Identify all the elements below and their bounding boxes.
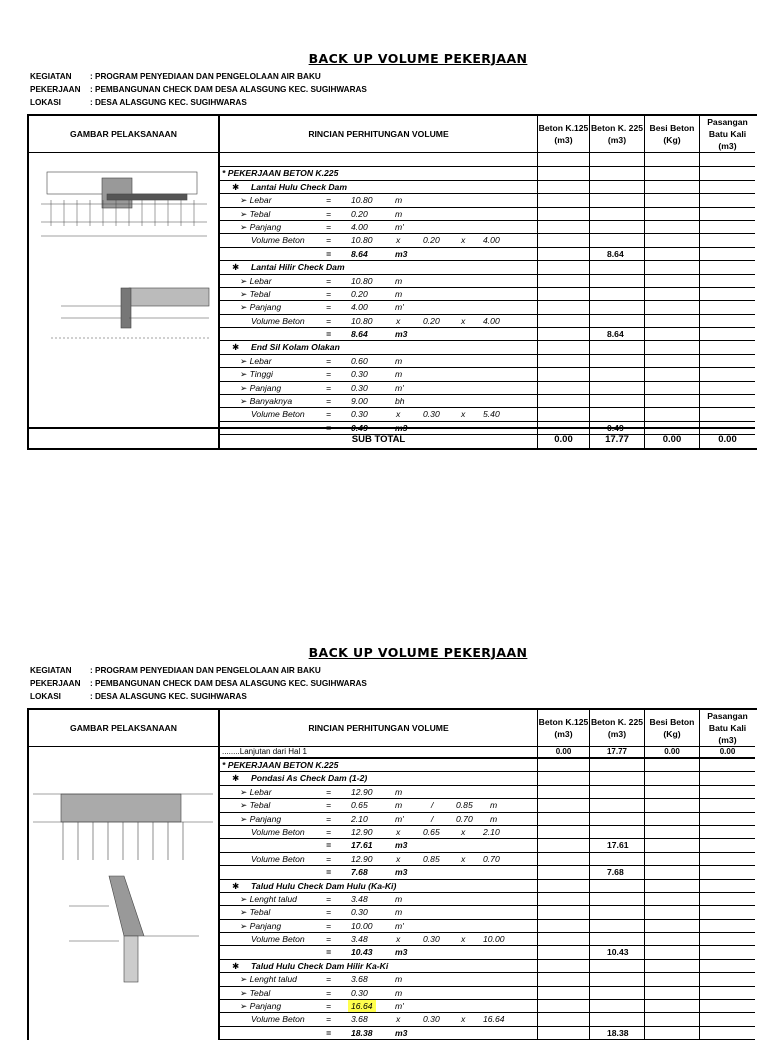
- section-title: * PEKERJAAN BETON K.225: [222, 168, 339, 179]
- table-row: [220, 880, 755, 893]
- equals-sign: =: [326, 1001, 332, 1012]
- subtotal-row: [29, 427, 755, 450]
- volume-factor-1: 12.90: [351, 853, 373, 864]
- table-row: [220, 167, 755, 180]
- equals-sign: =: [326, 302, 332, 313]
- item-unit: m': [395, 302, 404, 313]
- meta-key: PEKERJAAN: [30, 84, 81, 94]
- times-sign: x: [461, 235, 466, 246]
- item-unit: m: [395, 974, 403, 985]
- beton-k225-value: 10.43: [607, 947, 629, 958]
- table-row: [220, 799, 755, 812]
- meta-value: : PEMBANGUNAN CHECK DAM DESA ALASGUNG KEC. SUGIHWARAS: [90, 84, 367, 94]
- meta-block: [30, 71, 367, 109]
- item-label: ➢ Tebal: [240, 907, 271, 918]
- equals-sign: =: [326, 974, 332, 985]
- volume-factor-2: 0.30: [423, 1014, 440, 1025]
- table-row: [220, 408, 755, 421]
- volume-factor-1: 10.80: [351, 315, 373, 326]
- group-title: Talud Hulu Check Dam Hilir Ka-Ki: [251, 960, 389, 971]
- item-value: 10.80: [351, 195, 373, 206]
- group-title: Lantai Hulu Check Dam: [251, 181, 347, 192]
- volume-table-continued: [27, 708, 757, 1040]
- beton-k225-value: 8.64: [607, 329, 624, 340]
- item-unit: m: [395, 288, 403, 299]
- volume-unit: m3: [395, 867, 408, 878]
- volume-label: Volume Beton: [251, 934, 305, 945]
- foundation-drawing: [33, 774, 213, 864]
- item-unit-2: m: [490, 813, 498, 824]
- volume-unit: m3: [395, 248, 408, 259]
- volume-factor-3: 10.00: [483, 934, 505, 945]
- table-row: [220, 973, 755, 986]
- table-row: [220, 866, 755, 879]
- item-value: 16.64: [348, 1000, 376, 1012]
- equals-sign: =: [326, 275, 332, 286]
- page-title: BACK UP VOLUME PEKERJAAN: [308, 51, 528, 66]
- item-value: 4.00: [351, 221, 368, 232]
- beton-k225-value: 17.61: [607, 840, 629, 851]
- header-besi-beton: Besi Beton (Kg): [645, 116, 700, 152]
- volume-factor-2: 0.20: [423, 315, 440, 326]
- times-sign: x: [461, 409, 466, 420]
- item-unit: m': [395, 382, 404, 393]
- item-label: ➢ Panjang: [240, 302, 282, 313]
- table-row: [220, 933, 755, 946]
- equals-sign: =: [326, 920, 332, 931]
- table-row: [220, 960, 755, 973]
- equals-sign: =: [326, 208, 332, 219]
- carry-k225: 17.77: [606, 747, 628, 756]
- table-row: [220, 1013, 755, 1026]
- times-sign: x: [396, 1014, 401, 1025]
- group-title: Pondasi As Check Dam (1-2): [251, 773, 368, 784]
- item-value: 12.90: [351, 786, 373, 797]
- times-sign: x: [396, 934, 401, 945]
- equals-sign: =: [326, 422, 332, 433]
- item-unit: m: [395, 987, 403, 998]
- beton-k225-value: 0.49: [607, 422, 624, 433]
- table-row: [220, 368, 755, 381]
- detail-rows: [220, 154, 755, 449]
- equals-sign: =: [326, 288, 332, 299]
- group-bullet-icon: ✱: [232, 262, 240, 273]
- meta-value: : PROGRAM PENYEDIAAN DAN PENGELOLAAN AIR BAKU: [90, 72, 321, 81]
- item-value: 0.30: [351, 382, 368, 393]
- item-label: ➢ Lebar: [240, 195, 272, 206]
- beton-k225-value: 7.68: [607, 867, 624, 878]
- item-unit: m': [395, 221, 404, 232]
- table-row: [220, 275, 755, 288]
- item-unit: m: [395, 907, 403, 918]
- item-label: ➢ Panjang: [240, 382, 282, 393]
- volume-label: Volume Beton: [251, 315, 305, 326]
- item-label: ➢ Tinggi: [240, 369, 273, 380]
- item-value-2: 0.70: [456, 813, 473, 824]
- item-separator: /: [431, 800, 434, 811]
- equals-sign: =: [326, 369, 332, 380]
- check-dam-plan-drawing: [37, 164, 213, 250]
- volume-factor-3: 5.40: [483, 409, 500, 420]
- item-separator: /: [431, 813, 434, 824]
- equals-sign: =: [326, 987, 332, 998]
- volume-label: Volume Beton: [251, 826, 305, 837]
- volume-factor-2: 0.85: [423, 853, 440, 864]
- volume-factor-2: 0.30: [423, 409, 440, 420]
- equals-sign: =: [326, 396, 332, 407]
- item-label: ➢ Panjang: [240, 813, 282, 824]
- item-value: 0.20: [351, 288, 368, 299]
- equals-sign: =: [326, 813, 332, 824]
- talud-section-drawing: [69, 866, 209, 986]
- volume-factor-1: 12.90: [351, 826, 373, 837]
- item-value: 0.30: [351, 369, 368, 380]
- volume-factor-1: 0.30: [351, 409, 368, 420]
- times-sign: x: [396, 235, 401, 246]
- table-row: [220, 221, 755, 234]
- table-row: [220, 234, 755, 247]
- end-sill-section-drawing: [51, 278, 213, 344]
- beton-k225-value: 18.38: [607, 1027, 629, 1038]
- meta-key: PEKERJAAN: [30, 678, 81, 688]
- item-label: ➢ Lenght talud: [240, 893, 297, 904]
- detail-rows: [220, 759, 755, 1040]
- equals-sign: =: [326, 853, 332, 864]
- equals-sign: =: [326, 409, 332, 420]
- meta-key: KEGIATAN: [30, 72, 72, 81]
- volume-factor-3: 0.70: [483, 853, 500, 864]
- item-label: ➢ Lebar: [240, 275, 272, 286]
- volume-result: 8.64: [351, 329, 368, 340]
- equals-sign: =: [326, 934, 332, 945]
- header-gambar: GAMBAR PELAKSANAAN: [29, 116, 220, 152]
- equals-sign: =: [326, 800, 332, 811]
- item-value: 0.60: [351, 355, 368, 366]
- volume-table: [27, 114, 757, 450]
- times-sign: x: [461, 934, 466, 945]
- item-unit: m: [395, 355, 403, 366]
- table-header: [29, 710, 755, 747]
- group-bullet-icon: ✱: [232, 342, 240, 353]
- times-sign: x: [461, 1014, 466, 1025]
- meta-value: : PEMBANGUNAN CHECK DAM DESA ALASGUNG KEC. SUGIHWARAS: [90, 678, 367, 688]
- table-row: [220, 839, 755, 852]
- volume-unit: m3: [395, 840, 408, 851]
- times-sign: x: [461, 853, 466, 864]
- volume-factor-3: 2.10: [483, 826, 500, 837]
- item-value: 0.30: [351, 987, 368, 998]
- page-title: BACK UP VOLUME PEKERJAAN: [308, 645, 528, 660]
- item-unit: m: [395, 195, 403, 206]
- volume-factor-3: 16.64: [483, 1014, 505, 1025]
- table-row: [220, 194, 755, 207]
- group-title: End Sil Kolam Olakan: [251, 342, 340, 353]
- subtotal-k125: 0.00: [554, 434, 573, 445]
- table-row: [220, 786, 755, 799]
- volume-factor-2: 0.65: [423, 826, 440, 837]
- volume-unit: m3: [395, 329, 408, 340]
- item-label: ➢ Panjang: [240, 920, 282, 931]
- table-row: [220, 813, 755, 826]
- header-beton-k225: Beton K. 225 (m3): [590, 116, 645, 152]
- item-value: 0.65: [351, 800, 368, 811]
- volume-factor-3: 4.00: [483, 315, 500, 326]
- item-unit: m': [395, 1001, 404, 1012]
- volume-label: Volume Beton: [251, 235, 305, 246]
- meta-key: LOKASI: [30, 691, 61, 701]
- group-title: Talud Hulu Check Dam Hulu (Ka-Ki): [251, 880, 397, 891]
- table-row: [220, 395, 755, 408]
- table-row: [220, 328, 755, 341]
- table-row: [220, 288, 755, 301]
- table-row: [220, 946, 755, 959]
- item-value: 4.00: [351, 302, 368, 313]
- item-unit: m': [395, 813, 404, 824]
- equals-sign: =: [326, 382, 332, 393]
- equals-sign: =: [326, 195, 332, 206]
- equals-sign: =: [326, 235, 332, 246]
- carry-besi: 0.00: [664, 747, 680, 756]
- times-sign: x: [396, 826, 401, 837]
- item-label: ➢ Panjang: [240, 1001, 282, 1012]
- equals-sign: =: [326, 826, 332, 837]
- volume-factor-1: 3.48: [351, 934, 368, 945]
- meta-block: [30, 665, 367, 703]
- table-row: [220, 181, 755, 194]
- item-unit: m: [395, 786, 403, 797]
- carry-k125: 0.00: [555, 747, 572, 756]
- times-sign: x: [396, 853, 401, 864]
- item-value: 3.68: [351, 974, 368, 985]
- beton-k225-value: 8.64: [607, 248, 624, 259]
- header-beton-k125: Beton K.125 (m3): [538, 710, 590, 746]
- equals-sign: =: [326, 893, 332, 904]
- equals-sign: =: [326, 329, 332, 340]
- item-label: ➢ Tebal: [240, 800, 271, 811]
- volume-factor-1: 10.80: [351, 235, 373, 246]
- item-label: ➢ Lenght talud: [240, 974, 297, 985]
- group-bullet-icon: ✱: [232, 880, 240, 891]
- volume-factor-2: 0.30: [423, 934, 440, 945]
- equals-sign: =: [326, 355, 332, 366]
- header-besi-beton: Besi Beton (Kg): [645, 710, 700, 746]
- table-row: [220, 853, 755, 866]
- subtotal-besi: 0.00: [662, 434, 682, 445]
- item-label: ➢ Tebal: [240, 987, 271, 998]
- volume-result: 10.43: [351, 947, 373, 958]
- table-row: [220, 301, 755, 314]
- header-rincian: RINCIAN PERHITUNGAN VOLUME: [220, 710, 538, 746]
- table-row: [220, 261, 755, 274]
- header-pasangan-batu: Pasangan Batu Kali (m3): [707, 711, 748, 745]
- table-row: [220, 772, 755, 785]
- table-row: [220, 248, 755, 261]
- item-value: 10.80: [351, 275, 373, 286]
- volume-label: Volume Beton: [251, 853, 305, 864]
- table-row: [220, 382, 755, 395]
- equals-sign: =: [326, 867, 332, 878]
- item-value: 3.48: [351, 893, 368, 904]
- table-row: [220, 826, 755, 839]
- volume-result: 0.49: [351, 422, 368, 433]
- item-value: 0.20: [351, 208, 368, 219]
- item-unit: m: [395, 275, 403, 286]
- subtotal-pasangan: 0.00: [718, 434, 737, 445]
- meta-value: : DESA ALASGUNG KEC. SUGIHWARAS: [90, 691, 247, 701]
- meta-key: LOKASI: [30, 97, 61, 107]
- section-title: * PEKERJAAN BETON K.225: [222, 760, 339, 770]
- volume-factor-1: 3.68: [351, 1014, 368, 1025]
- volume-unit: m3: [395, 1027, 408, 1038]
- table-header: [29, 116, 755, 153]
- item-unit: bh: [395, 396, 405, 407]
- subtotal-label: SUB TOTAL: [351, 434, 406, 445]
- table-row: [220, 906, 755, 919]
- table-row: [220, 1000, 755, 1013]
- times-sign: x: [396, 315, 401, 326]
- meta-value: : PROGRAM PENYEDIAAN DAN PENGELOLAAN AIR BAKU: [90, 666, 321, 675]
- equals-sign: =: [326, 786, 332, 797]
- volume-result: 8.64: [351, 248, 368, 259]
- equals-sign: =: [326, 221, 332, 232]
- item-value: 10.00: [351, 920, 373, 931]
- volume-label: Volume Beton: [251, 409, 305, 420]
- volume-label: Volume Beton: [251, 1014, 305, 1025]
- header-beton-k225: Beton K. 225 (m3): [590, 710, 645, 746]
- table-row: [220, 1027, 755, 1040]
- item-label: ➢ Tebal: [240, 288, 271, 299]
- item-label: ➢ Banyaknya: [240, 396, 293, 407]
- item-label: ➢ Tebal: [240, 208, 271, 219]
- table-row: [220, 341, 755, 354]
- item-unit: m: [395, 369, 403, 380]
- header-rincian: RINCIAN PERHITUNGAN VOLUME: [220, 116, 538, 152]
- equals-sign: =: [326, 315, 332, 326]
- volume-factor-3: 4.00: [483, 235, 500, 246]
- header-gambar: GAMBAR PELAKSANAAN: [29, 710, 220, 746]
- times-sign: x: [396, 409, 401, 420]
- volume-unit: m3: [395, 422, 408, 433]
- item-unit: m: [395, 208, 403, 219]
- item-label: ➢ Lebar: [240, 786, 272, 797]
- header-pasangan-batu: Pasangan Batu Kali (m3): [707, 117, 748, 151]
- table-row: [220, 208, 755, 221]
- volume-factor-2: 0.20: [423, 235, 440, 246]
- equals-sign: =: [326, 1027, 332, 1038]
- table-row: [220, 893, 755, 906]
- item-label: ➢ Lebar: [240, 355, 272, 366]
- equals-sign: =: [326, 248, 332, 259]
- table-row: [220, 987, 755, 1000]
- item-value: 9.00: [351, 396, 368, 407]
- group-bullet-icon: ✱: [232, 960, 240, 971]
- equals-sign: =: [326, 840, 332, 851]
- header-beton-k125: Beton K.125 (m3): [538, 116, 590, 152]
- item-value: 0.30: [351, 907, 368, 918]
- volume-result: 7.68: [351, 867, 368, 878]
- table-row: [220, 154, 755, 167]
- group-bullet-icon: ✱: [232, 773, 240, 784]
- volume-result: 18.38: [351, 1027, 373, 1038]
- equals-sign: =: [326, 947, 332, 958]
- table-row: [220, 920, 755, 933]
- equals-sign: =: [326, 907, 332, 918]
- table-row: [220, 355, 755, 368]
- volume-result: 17.61: [351, 840, 373, 851]
- item-unit-2: m: [490, 800, 498, 811]
- group-bullet-icon: ✱: [232, 181, 240, 192]
- item-label: ➢ Panjang: [240, 221, 282, 232]
- item-unit: m': [395, 920, 404, 931]
- carry-pasangan: 0.00: [719, 747, 736, 756]
- equals-sign: =: [326, 1014, 332, 1025]
- item-value: 2.10: [351, 813, 368, 824]
- item-unit: m: [395, 800, 403, 811]
- carry-row: [220, 746, 755, 759]
- volume-unit: m3: [395, 947, 408, 958]
- item-unit: m: [395, 893, 403, 904]
- subtotal-k225: 17.77: [605, 434, 629, 445]
- times-sign: x: [461, 315, 466, 326]
- times-sign: x: [461, 826, 466, 837]
- table-row: [220, 759, 755, 772]
- meta-value: : DESA ALASGUNG KEC. SUGIHWARAS: [90, 97, 247, 107]
- carry-label: ........Lanjutan dari Hal 1: [222, 747, 307, 756]
- table-row: [220, 315, 755, 328]
- meta-key: KEGIATAN: [30, 666, 72, 675]
- item-value-2: 0.85: [456, 800, 473, 811]
- group-title: Lantai Hilir Check Dam: [251, 262, 345, 273]
